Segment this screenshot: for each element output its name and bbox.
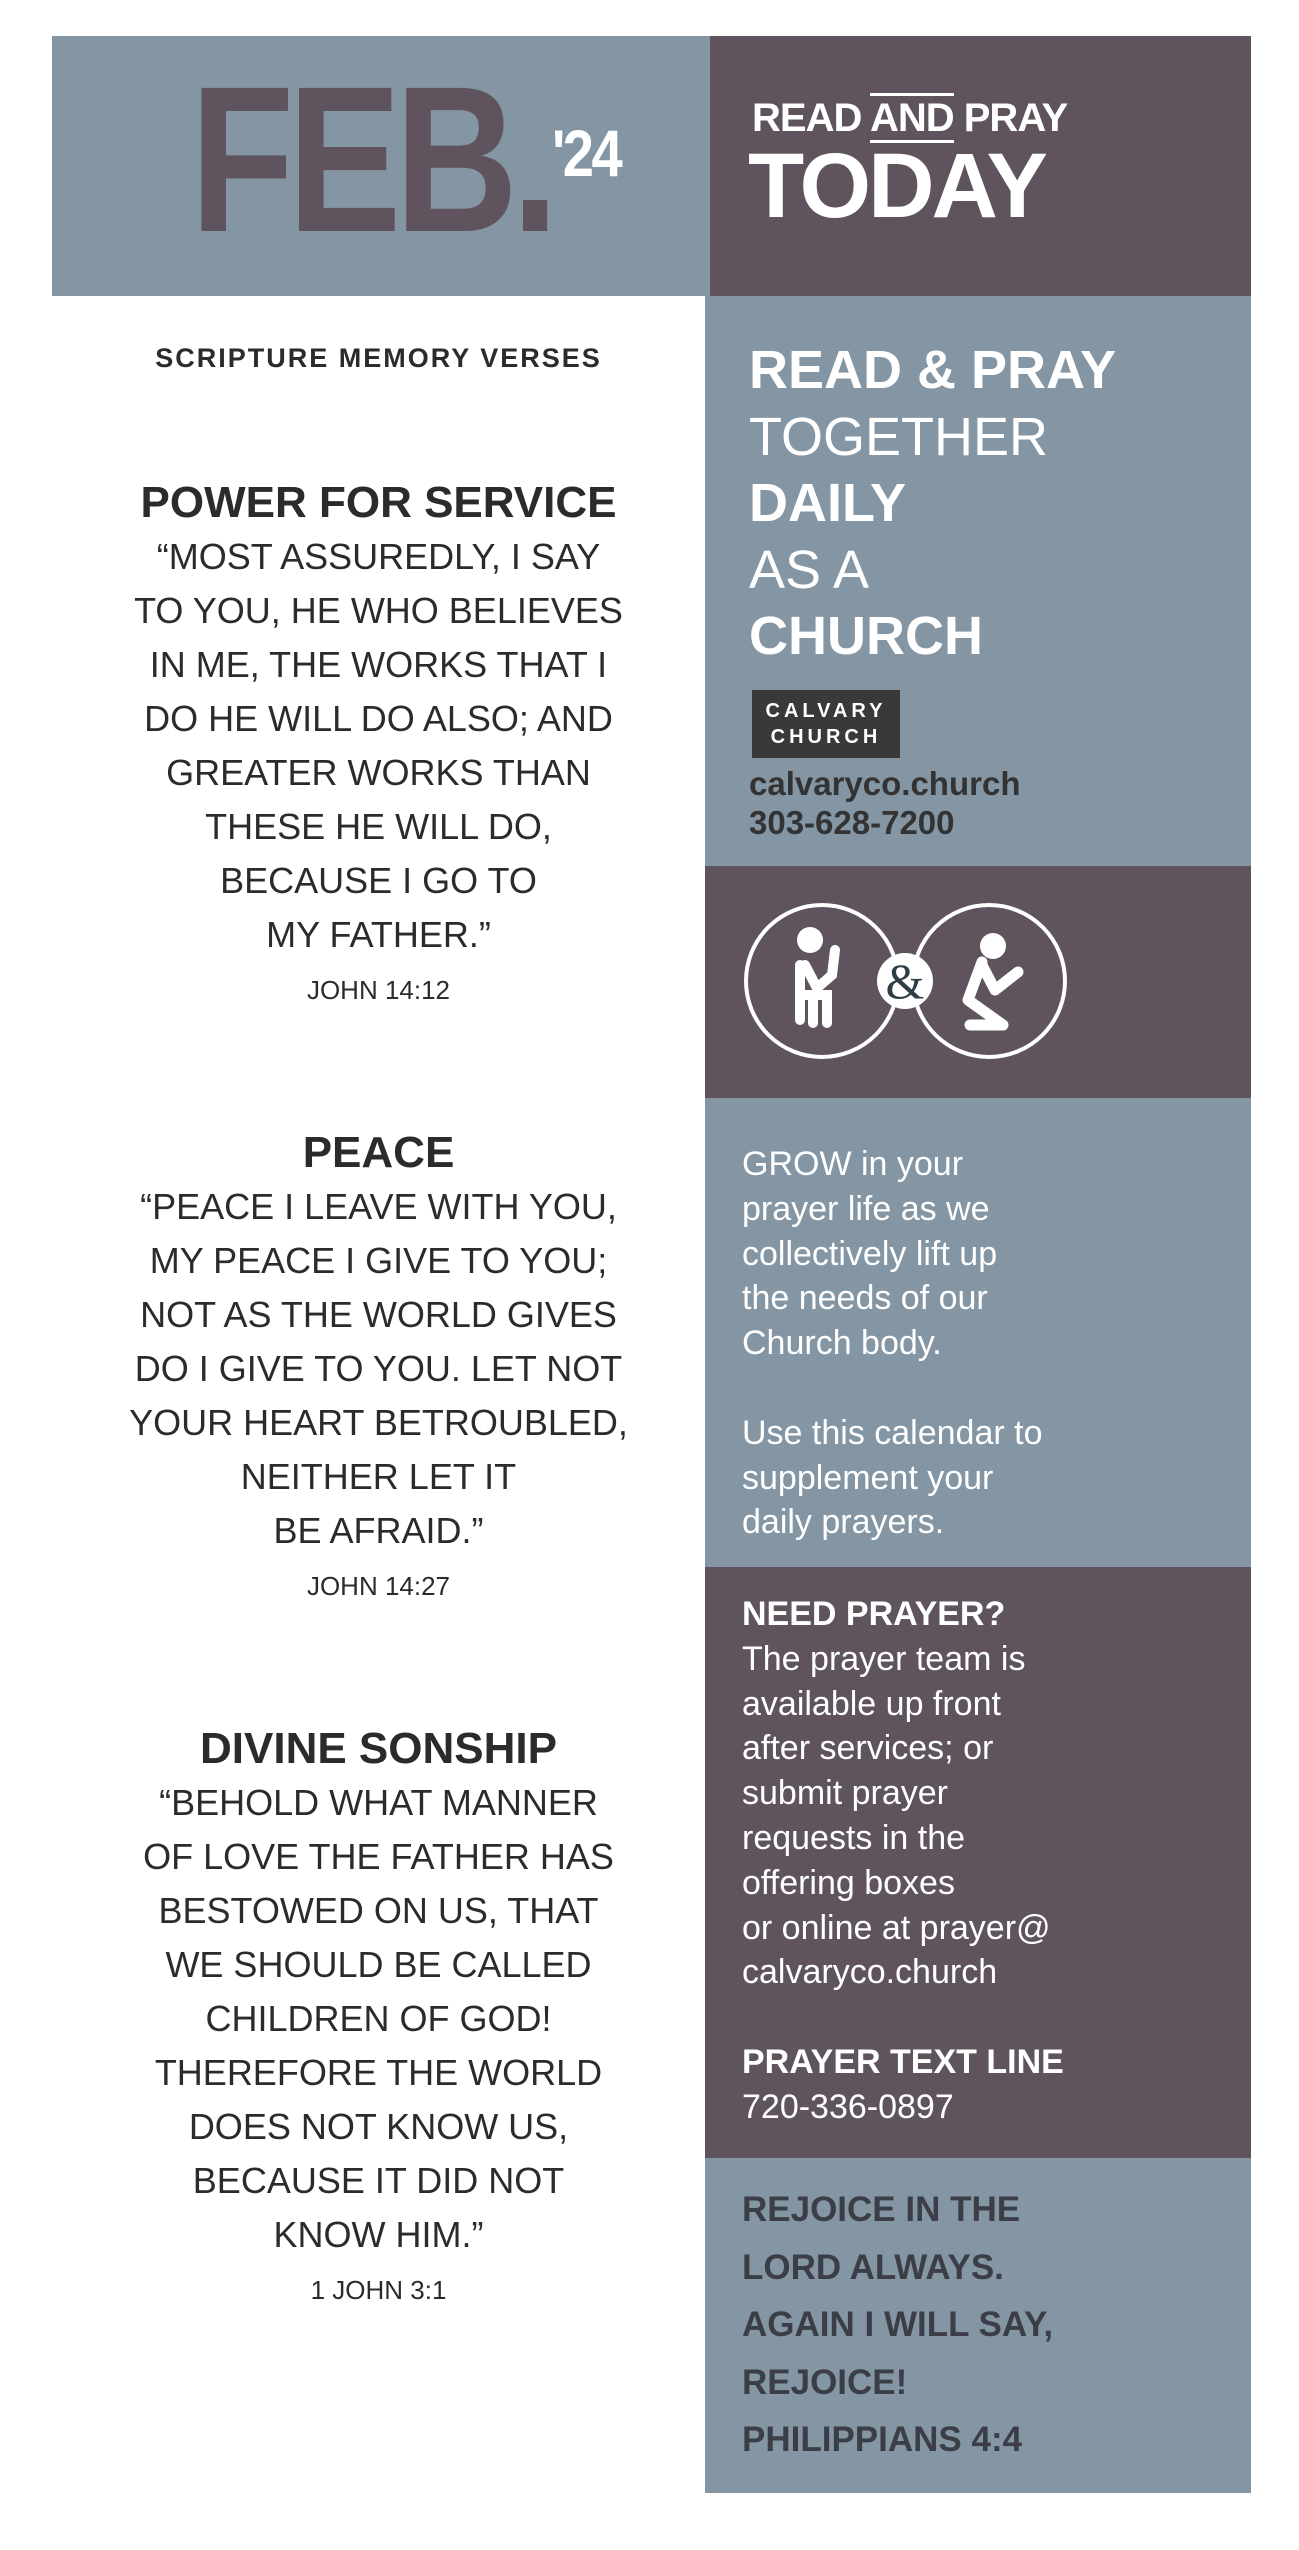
verse-line: NOT AS THE WORLD GIVES bbox=[140, 1294, 617, 1335]
grow-line: the needs of our bbox=[742, 1279, 988, 1318]
together-line: DAILY bbox=[749, 473, 907, 533]
grow-line: Church body. bbox=[742, 1324, 942, 1363]
verse-line: “PEACE I LEAVE WITH YOU, bbox=[140, 1186, 617, 1227]
rejoice-line: REJOICE! bbox=[742, 2362, 908, 2402]
verse-line: DOES NOT KNOW US, bbox=[188, 2106, 569, 2147]
brand-pray: PRAY bbox=[953, 96, 1068, 140]
brand-read: READ bbox=[752, 96, 870, 140]
verse-line: MY FATHER.” bbox=[266, 914, 491, 955]
verse-line: NEITHER LET IT bbox=[240, 1456, 517, 1497]
need-line: or online at prayer@ bbox=[742, 1908, 1051, 1947]
verse-line: MY PEACE I GIVE TO YOU; bbox=[149, 1240, 608, 1281]
text-line-number: 720-336-0897 bbox=[742, 2087, 954, 2126]
grow-line: GROW in your bbox=[742, 1145, 964, 1183]
grow-line: collectively lift up bbox=[742, 1234, 998, 1273]
phone-number: 303-628-7200 bbox=[749, 804, 955, 841]
year-label: '24 bbox=[552, 116, 621, 190]
together-line: TOGETHER bbox=[749, 406, 1049, 467]
month-title: FEB. bbox=[190, 44, 553, 276]
rejoice-reference: PHILIPPIANS 4:4 bbox=[742, 2420, 1023, 2459]
verse-line: DO HE WILL DO ALSO; AND bbox=[144, 698, 613, 739]
need-line: requests in the bbox=[742, 1818, 966, 1857]
grow-line: Use this calendar to bbox=[742, 1413, 1043, 1452]
verse-line: OF LOVE THE FATHER HAS bbox=[143, 1836, 614, 1877]
website-link[interactable]: calvaryco.church bbox=[749, 765, 1021, 802]
grow-line: daily prayers. bbox=[742, 1503, 945, 1542]
need-line: submit prayer bbox=[742, 1774, 948, 1813]
text-line-title: PRAYER TEXT LINE bbox=[742, 2042, 1064, 2081]
verse-reference: JOHN 14:12 bbox=[306, 975, 451, 1005]
verse-line: TO YOU, HE WHO BELIEVES bbox=[134, 590, 623, 631]
together-line: READ & PRAY bbox=[749, 340, 1117, 400]
verse-block bbox=[52, 1722, 705, 2310]
verse-title: PEACE bbox=[302, 1128, 455, 1177]
verse-title: POWER FOR SERVICE bbox=[140, 478, 617, 527]
brand-line1 bbox=[752, 98, 1067, 138]
need-line: offering boxes bbox=[742, 1863, 955, 1902]
verse-block bbox=[52, 476, 705, 1010]
grow-line: supplement your bbox=[742, 1458, 994, 1497]
read-and-pray-icon bbox=[735, 890, 1085, 1075]
verse-line: YOUR HEART BETROUBLED, bbox=[129, 1402, 628, 1443]
rejoice-line: AGAIN I WILL SAY, bbox=[742, 2305, 1054, 2344]
person-reading-icon bbox=[797, 927, 835, 1023]
calvary-church-logo bbox=[752, 690, 900, 758]
ampersand-text: & bbox=[885, 953, 925, 1009]
verse-line: THEREFORE THE WORLD bbox=[154, 2052, 603, 2093]
logo-line: CALVARY bbox=[765, 700, 887, 722]
verse-line: “BEHOLD WHAT MANNER bbox=[159, 1782, 598, 1823]
verse-line: WE SHOULD BE CALLED bbox=[165, 1944, 592, 1985]
spacer bbox=[742, 1366, 1043, 1411]
verse-line: BE AFRAID.” bbox=[273, 1510, 484, 1551]
brand-today: TODAY bbox=[748, 135, 1045, 237]
verse-line: BECAUSE IT DID NOT bbox=[192, 2160, 565, 2201]
brand-and: AND bbox=[870, 93, 954, 143]
verse-reference: 1 JOHN 3:1 bbox=[310, 2275, 447, 2305]
need-line: available up front bbox=[742, 1684, 1001, 1723]
together-line: AS A bbox=[749, 539, 870, 600]
verse-line: DO I GIVE TO YOU. LET NOT bbox=[134, 1348, 623, 1389]
spacer bbox=[742, 1995, 1064, 2040]
rejoice-line: REJOICE IN THE bbox=[742, 2190, 1021, 2229]
contact-info bbox=[749, 764, 1020, 842]
verse-reference: JOHN 14:27 bbox=[306, 1571, 451, 1601]
verse-block bbox=[52, 1126, 705, 1606]
logo-line: CHURCH bbox=[770, 726, 882, 748]
together-line: CHURCH bbox=[749, 606, 983, 666]
verse-line: “MOST ASSUREDLY, I SAY bbox=[156, 536, 601, 577]
verse-line: GREATER WORKS THAN bbox=[166, 752, 591, 793]
rejoice-verse bbox=[742, 2181, 1053, 2469]
need-line: after services; or bbox=[742, 1729, 994, 1768]
verse-line: BECAUSE I GO TO bbox=[220, 860, 537, 901]
verse-line: KNOW HIM.” bbox=[273, 2214, 484, 2255]
verse-line: BESTOWED ON US, THAT bbox=[158, 1890, 599, 1931]
kneeling-figure-icon bbox=[968, 962, 1018, 1025]
section-title: SCRIPTURE MEMORY VERSES bbox=[155, 343, 602, 373]
grow-text bbox=[742, 1142, 1043, 1545]
verse-title: DIVINE SONSHIP bbox=[200, 1724, 557, 1773]
need-line: calvaryco.church bbox=[742, 1953, 998, 1992]
rejoice-line: LORD ALWAYS. bbox=[742, 2247, 1004, 2287]
verse-line: IN ME, THE WORKS THAT I bbox=[149, 644, 608, 685]
need-prayer-title: NEED PRAYER? bbox=[742, 1595, 1006, 1633]
need-line: The prayer team is bbox=[742, 1639, 1026, 1678]
verse-line: CHILDREN OF GOD! bbox=[205, 1998, 552, 2039]
need-prayer-text bbox=[742, 1592, 1064, 2130]
verse-line: THESE HE WILL DO, bbox=[205, 806, 552, 847]
together-heading bbox=[749, 337, 1116, 670]
praying-head-icon bbox=[980, 933, 1006, 959]
grow-line: prayer life as we bbox=[742, 1189, 990, 1228]
